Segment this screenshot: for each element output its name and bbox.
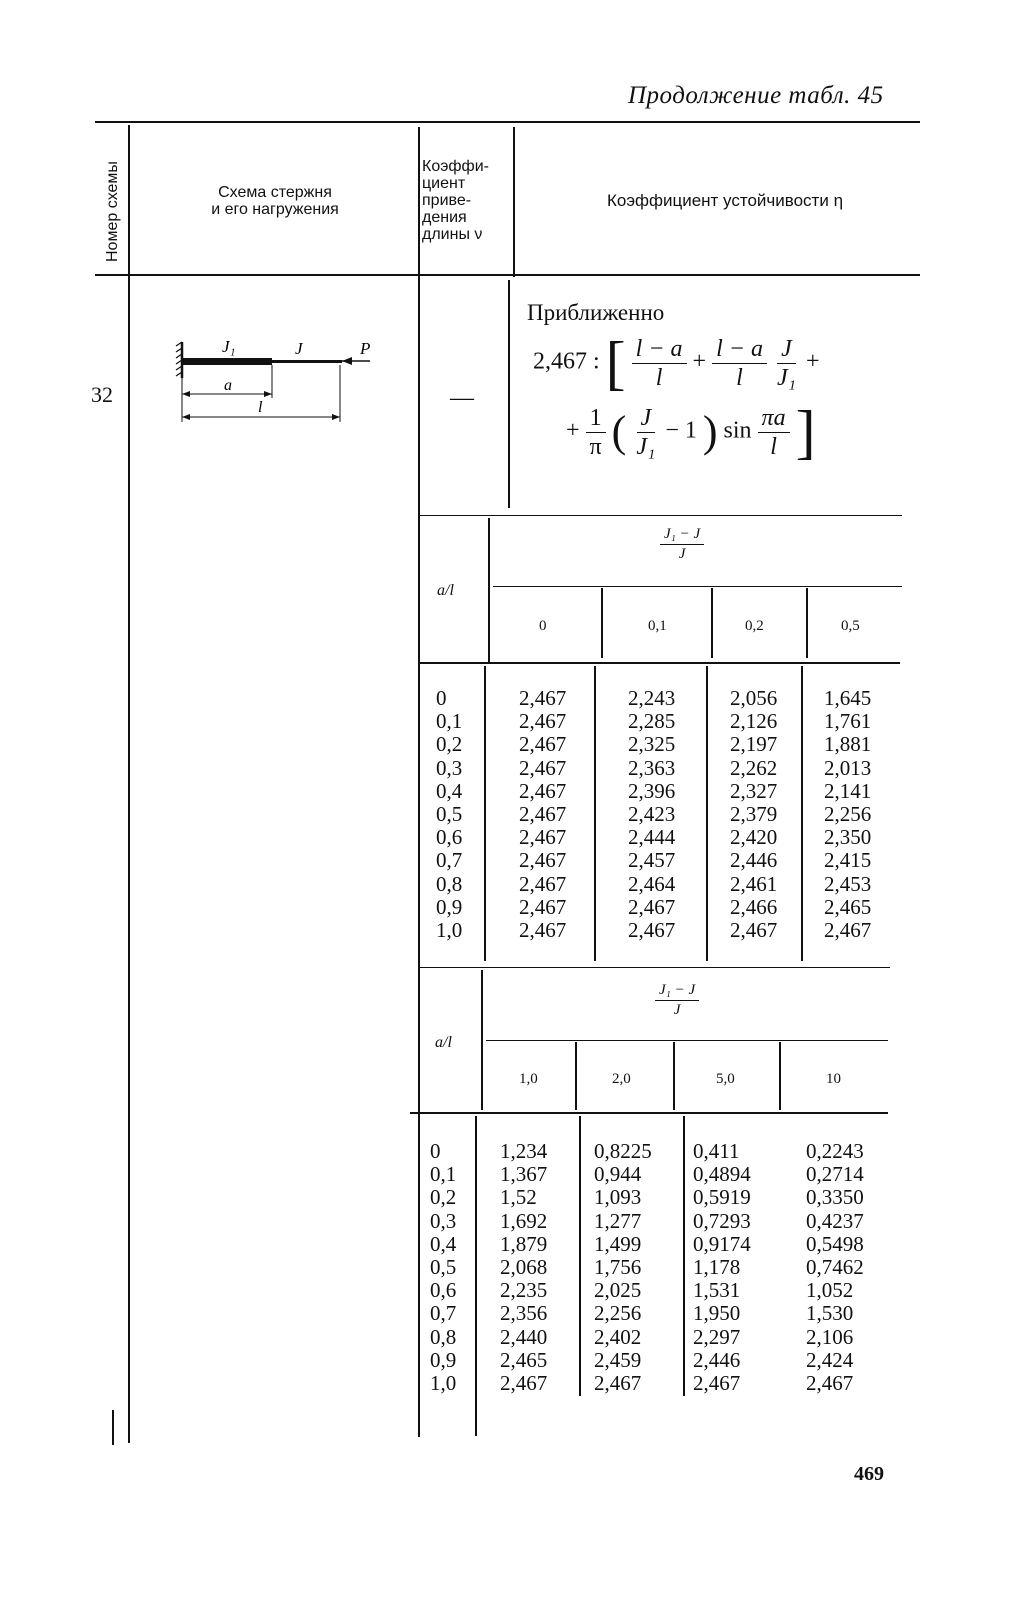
- label-a: a: [224, 377, 232, 394]
- plus-sign: +: [805, 348, 820, 375]
- table2-al-divider: [481, 970, 483, 1110]
- table1-body-div-3: [801, 666, 803, 961]
- table-caption: Продолжение табл. 45: [628, 82, 884, 109]
- table1-body-div-0: [484, 666, 486, 961]
- table1-col-div-2: [711, 588, 713, 658]
- col-divider-3b: [508, 280, 510, 508]
- fraction-5: [632, 406, 659, 459]
- table1-col2-values: 2,243 2,285 2,325 2,363 2,396 2,423 2,444 2,457 2,464 2,467 2,467: [628, 686, 676, 943]
- formula-lead: 2,467 :: [533, 348, 600, 375]
- table1-col-header: 0,5: [841, 618, 860, 634]
- table2-col3-values: 0,411 0,4894 0,5919 0,7293 0,9174 1,178 1,531 1,950 2,297 2,446 2,467: [693, 1139, 751, 1396]
- fraction-3-den: J₁: [776, 364, 796, 391]
- left-bracket: [: [605, 330, 626, 396]
- table2-ratio-num: J₁ − J: [655, 983, 699, 1001]
- label-j1: J₁: [222, 337, 236, 356]
- page-number: 469: [854, 1463, 884, 1485]
- table2-col-div-2: [673, 1042, 675, 1110]
- minus-one: − 1: [665, 417, 697, 444]
- header-length-coef-l1: Коэффи-: [422, 158, 489, 175]
- stability-formula-line1: [533, 330, 820, 396]
- table1-col1-values: 2,467 2,467 2,467 2,467 2,467 2,467 2,467 2,467 2,467 2,467 2,467: [519, 686, 567, 943]
- header-length-coef-l4: дения: [422, 209, 467, 226]
- table1-header-rule: [418, 662, 900, 664]
- table2-ratio-rule: [486, 1040, 888, 1041]
- fraction-2-num: l − a: [712, 337, 767, 364]
- fraction-4: [586, 406, 606, 459]
- right-paren: ): [702, 407, 718, 456]
- table2-col-div-1: [575, 1042, 577, 1110]
- left-paren: (: [611, 407, 627, 456]
- table2-body-div-0: [475, 1116, 477, 1436]
- sin-label: sin: [723, 417, 752, 444]
- table1-ratio: [660, 527, 704, 562]
- table2-rowhead: a/l: [435, 1034, 452, 1051]
- header-bottom-rule: [95, 274, 920, 276]
- header-top-rule: [95, 121, 920, 123]
- header-scheme: [140, 184, 410, 218]
- header-length-coef-l5: длины ν: [422, 226, 483, 243]
- table1-col-header: 0,1: [648, 618, 667, 634]
- table2-col4-values: 0,2243 0,2714 0,3350 0,4237 0,5498 0,7462 1,052 1,530 2,106 2,424 2,467: [806, 1139, 864, 1396]
- table1-col4-values: 1,645 1,761 1,881 2,013 2,141 2,256 2,350 2,415 2,453 2,465 2,467: [824, 686, 872, 943]
- stability-formula-line2: [566, 399, 816, 465]
- table1-al-divider: [488, 518, 490, 663]
- table2-body-div-2: [683, 1116, 685, 1396]
- table2-col-header: 10: [826, 1071, 841, 1087]
- table2-ratio: [655, 983, 699, 1018]
- fraction-6: [758, 406, 790, 459]
- beam-diagram: [160, 330, 390, 430]
- table1-col-div-1: [601, 588, 603, 658]
- fraction-1: [632, 337, 687, 390]
- fraction-1-den: l: [655, 364, 663, 391]
- scheme-number: 32: [91, 382, 113, 407]
- table1-ratio-rule: [493, 586, 902, 587]
- table1-col3-values: 2,056 2,126 2,197 2,262 2,327 2,379 2,420 2,446 2,461 2,466 2,467: [730, 686, 778, 943]
- fraction-1-num: l − a: [632, 337, 687, 364]
- table2-header-rule: [410, 1112, 888, 1114]
- header-length-coef-l2: циент: [422, 175, 466, 192]
- table2-col2-values: 0,8225 0,944 1,093 1,277 1,499 1,756 2,025 2,256 2,402 2,459 2,467: [594, 1139, 652, 1396]
- page-left-line: [112, 1410, 114, 1445]
- col-divider-1: [128, 125, 130, 1443]
- beam-thin-segment: [272, 360, 342, 363]
- plus-sign: +: [566, 417, 580, 444]
- table1-col-div-3: [806, 588, 808, 658]
- fraction-3: [773, 337, 800, 390]
- beam-thick-segment: [182, 358, 272, 365]
- header-length-coef: [422, 158, 512, 243]
- label-p: P: [360, 339, 371, 358]
- table2-col-header: 5,0: [716, 1071, 735, 1087]
- table2-body-div-1: [579, 1116, 581, 1396]
- header-scheme-number: Номер схемы: [104, 161, 121, 262]
- header-stability-coef: Коэффициент устойчивости η: [606, 191, 844, 210]
- table2-al-column: 0 0,1 0,2 0,3 0,4 0,5 0,6 0,7 0,8 0,9 1,0: [430, 1139, 457, 1396]
- table1-body-div-1: [594, 666, 596, 961]
- fraction-5-den: J₁: [636, 433, 656, 460]
- table2-col-div-3: [779, 1042, 781, 1110]
- header-length-coef-l3: приве-: [422, 192, 472, 209]
- table1-body-div-2: [706, 666, 708, 961]
- table2-col-header: 2,0: [612, 1071, 631, 1087]
- force-arrow-icon: [342, 357, 370, 365]
- col-divider-3: [513, 127, 515, 277]
- length-coef-value: —: [450, 385, 474, 411]
- table1-top-rule: [418, 515, 902, 516]
- header-scheme-line1: Схема стержня: [218, 184, 332, 201]
- plus-sign: +: [692, 348, 707, 375]
- table1-ratio-num: J₁ − J: [660, 527, 704, 545]
- label-j: J: [295, 339, 303, 358]
- fraction-2-den: l: [736, 364, 743, 391]
- table1-ratio-den: J: [678, 546, 686, 562]
- fraction-3-num: J: [777, 337, 796, 364]
- label-l: l: [258, 399, 263, 416]
- table1-col-header: 0,2: [745, 618, 764, 634]
- fraction-4-num: 1: [586, 406, 606, 433]
- header-scheme-line2: и его нагружения: [211, 201, 339, 218]
- table2-col-header: 1,0: [519, 1071, 538, 1087]
- fraction-6-num: πa: [758, 406, 790, 433]
- fraction-4-den: π: [589, 433, 602, 460]
- table1-al-column: 0 0,1 0,2 0,3 0,4 0,5 0,6 0,7 0,8 0,9 1,0: [436, 686, 463, 943]
- table2-top-rule: [418, 967, 890, 968]
- col-divider-2: [418, 127, 420, 1437]
- approx-label: Приближенно: [527, 300, 665, 325]
- table2-ratio-den: J: [673, 1002, 681, 1018]
- wall-support-icon: [176, 342, 182, 378]
- table1-rowhead: a/l: [437, 582, 454, 599]
- fraction-2: [712, 337, 767, 390]
- fraction-6-den: l: [770, 433, 777, 460]
- fraction-5-num: J: [637, 406, 656, 433]
- table1-col-header: 0: [539, 618, 547, 634]
- right-bracket: ]: [795, 399, 816, 465]
- table2-col1-values: 1,234 1,367 1,52 1,692 1,879 2,068 2,235 2,356 2,440 2,465 2,467: [500, 1139, 548, 1396]
